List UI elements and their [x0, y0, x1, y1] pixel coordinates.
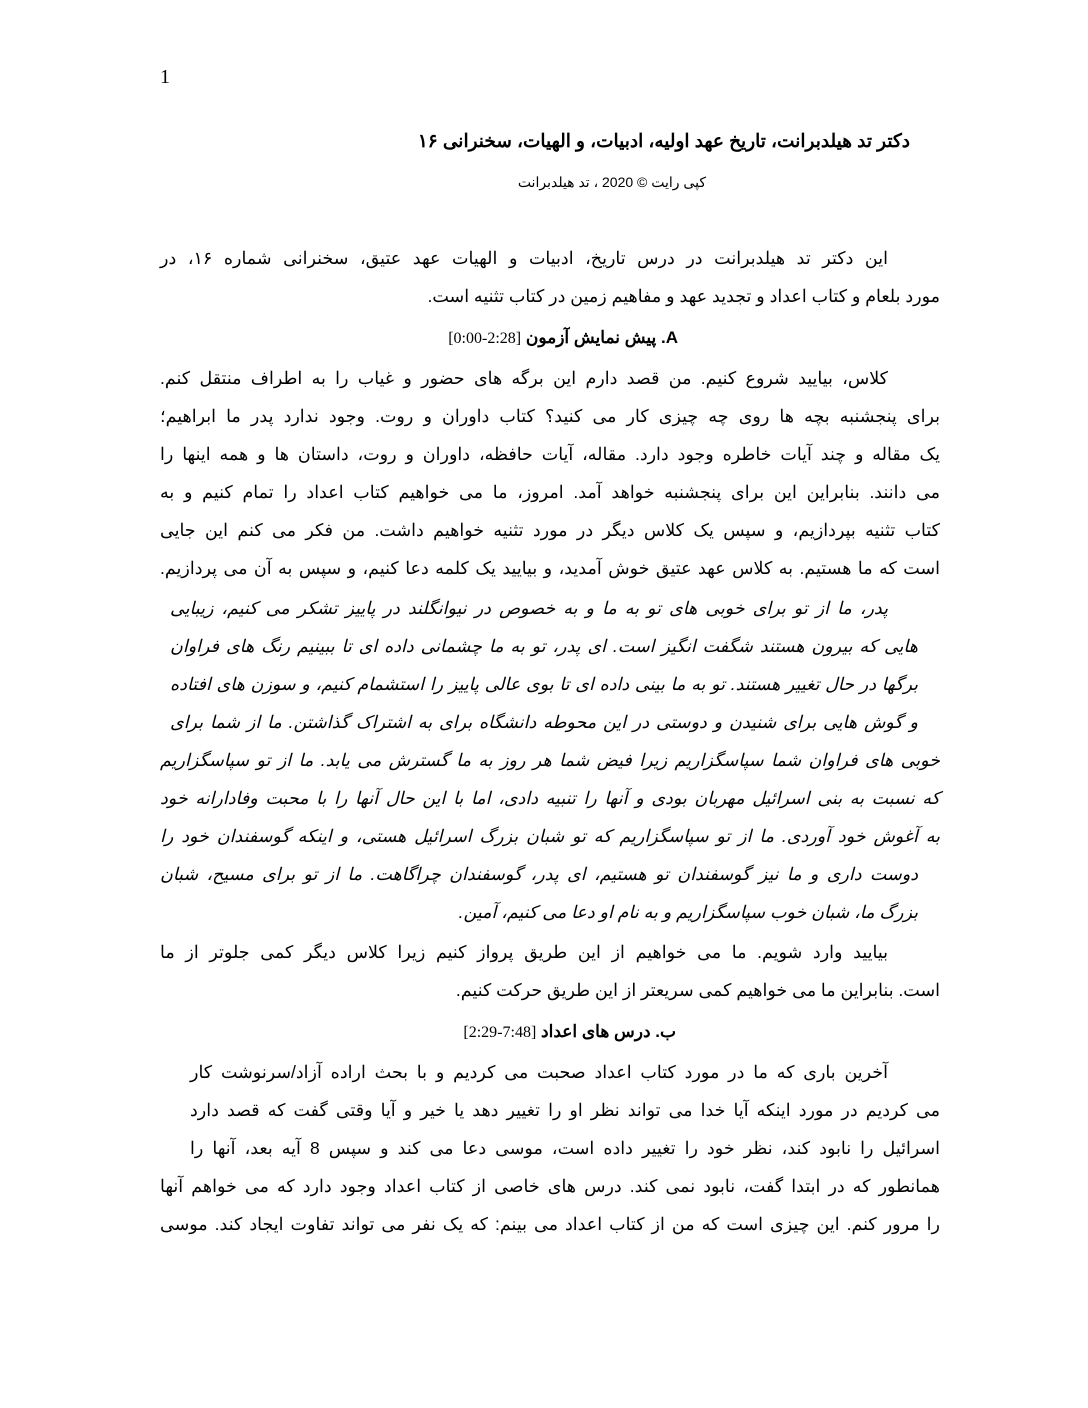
copyright-line: کپی رایت © 2020 ، تد هیلدبرانت [517, 174, 706, 190]
paragraph-line: همانطور که در ابتدا گفت، نابود نمی کند. درس های خاصی از کتاب اعداد وجود دارد که می خواهم آنها [160, 1176, 940, 1196]
section-b-timestamp: [7:48-2:29] [463, 1024, 537, 1041]
prayer-line: هایی که بیرون هستند شگفت انگیز است. ای پدر، تو به ما چشمانی داده ای تا ببینیم رنگ های فراوان [170, 636, 918, 656]
paragraph-line: می کردیم در مورد اینکه آیا خدا می تواند نظر او را تغییر دهد یا خیر و آیا وقتی گفت که قصد دارد [190, 1100, 940, 1120]
paragraph-line: اسرائیل را نابود کند، نظر خود را تغییر داده است، موسی دعا می کند و سپس 8 آیه بعد، آنها را [190, 1138, 941, 1158]
paragraph-line: آخرین باری که ما در مورد کتاب اعداد صحبت می کردیم و با بحث اراده آزاد/سرنوشت کار [190, 1062, 888, 1082]
paragraph-line: می دانند. بنابراین این برای پنجشنبه خواهد آمد. امروز، ما می خواهیم کتاب اعداد را تمام کنیم و به [160, 482, 940, 502]
prayer-line: برگها در حال تغییر هستند. تو به ما بینی داده ای تا بوی عالی پاییز را استشمام کنیم، و سوزن های افتاده [170, 674, 918, 694]
section-a-heading [448, 328, 678, 348]
prayer-line: و گوش هایی برای شنیدن و دوستی در این محوطه دانشگاه برای به اشتراک گذاشتن. ما از شما برای [170, 712, 918, 732]
prayer-line: به آغوش خود آوردی. ما از تو سپاسگزاریم که تو شبان بزرگ اسرائیل هستی، و اینکه گوسفندان خود را [160, 826, 940, 846]
page-number: 1 [160, 66, 170, 88]
document-title: دکتر تد هیلدبرانت، تاریخ عهد اولیه، ادبیات، و الهیات، سخنرانی ۱۶ [417, 130, 910, 151]
paragraph-line: است. بنابراین ما می خواهیم کمی سریعتر از این طریق حرکت کنیم. [455, 980, 940, 1000]
paragraph-line: کلاس، بیایید شروع کنیم. من قصد دارم این برگه های حضور و غیاب را به اطراف منتقل کنم. [160, 368, 888, 388]
prayer-line: که نسبت به بنی اسرائیل مهربان بودی و آنها را تنبیه دادی، اما با این حال آنها را با محبت وفادارانه خود [160, 788, 940, 808]
prayer-line: خوبی های فراوان شما سپاسگزاریم زیرا فیض شما هر روز به ما گسترش می یابد. ما از تو سپاسگزاریم [160, 750, 940, 770]
paragraph-line: بیایید وارد شویم. ما می خواهیم از این طریق پرواز کنیم زیرا کلاس دیگر کمی جلوتر از ما [160, 942, 888, 962]
section-b-label: ب. درس های اعداد [541, 1022, 676, 1041]
prayer-line: پدر، ما از تو برای خوبی های تو به ما و به خصوص در نیوانگلند در پاییز تشکر می کنیم، زیبایی [170, 598, 888, 618]
paragraph-line: است که ما هستیم. به کلاس عهد عتیق خوش آمدید، و بیایید یک کلمه دعا کنیم، و سپس به آن می پردازیم. [160, 558, 940, 578]
paragraph-line: کتاب تثنیه بپردازیم، و سپس یک کلاس دیگر در مورد تثنیه خواهیم داشت. من فکر می کنم این جایی [160, 520, 940, 540]
prayer-line: بزرگ ما، شبان خوب سپاسگزاریم و به نام او دعا می کنیم، آمین. [458, 902, 918, 922]
paragraph-line: برای پنجشنبه بچه ها روی چه چیزی کار می کنید؟ کتاب داوران و روت. وجود ندارد پدر ما ابراهیم؛ [160, 406, 941, 426]
section-a-timestamp: [2:28-0:00] [448, 330, 522, 347]
section-a-label: A. پیش نمایش آزمون [525, 328, 678, 347]
intro-line: این دکتر تد هیلدبرانت در درس تاریخ، ادبیات و الهیات عهد عتیق، سخنرانی شماره ۱۶، در [160, 248, 888, 268]
prayer-line: دوست داری و ما نیز گوسفندان تو هستیم، ای پدر، گوسفندان چراگاهت. ما از تو برای مسیح، شبان [160, 864, 918, 884]
paragraph-line: یک مقاله و چند آیات خاطره وجود دارد. مقاله، آیات حافظه، داوران و روت، داستان ها و همه اینها را [160, 444, 940, 464]
intro-line: مورد بلعام و کتاب اعداد و تجدید عهد و مفاهیم زمین در کتاب تثنیه است. [427, 286, 940, 306]
section-b-heading [463, 1022, 676, 1042]
paragraph-line: را مرور کنم. این چیزی است که من از کتاب اعداد می بینم: که یک نفر می تواند تفاوت ایجاد کند. موسی [160, 1214, 940, 1234]
